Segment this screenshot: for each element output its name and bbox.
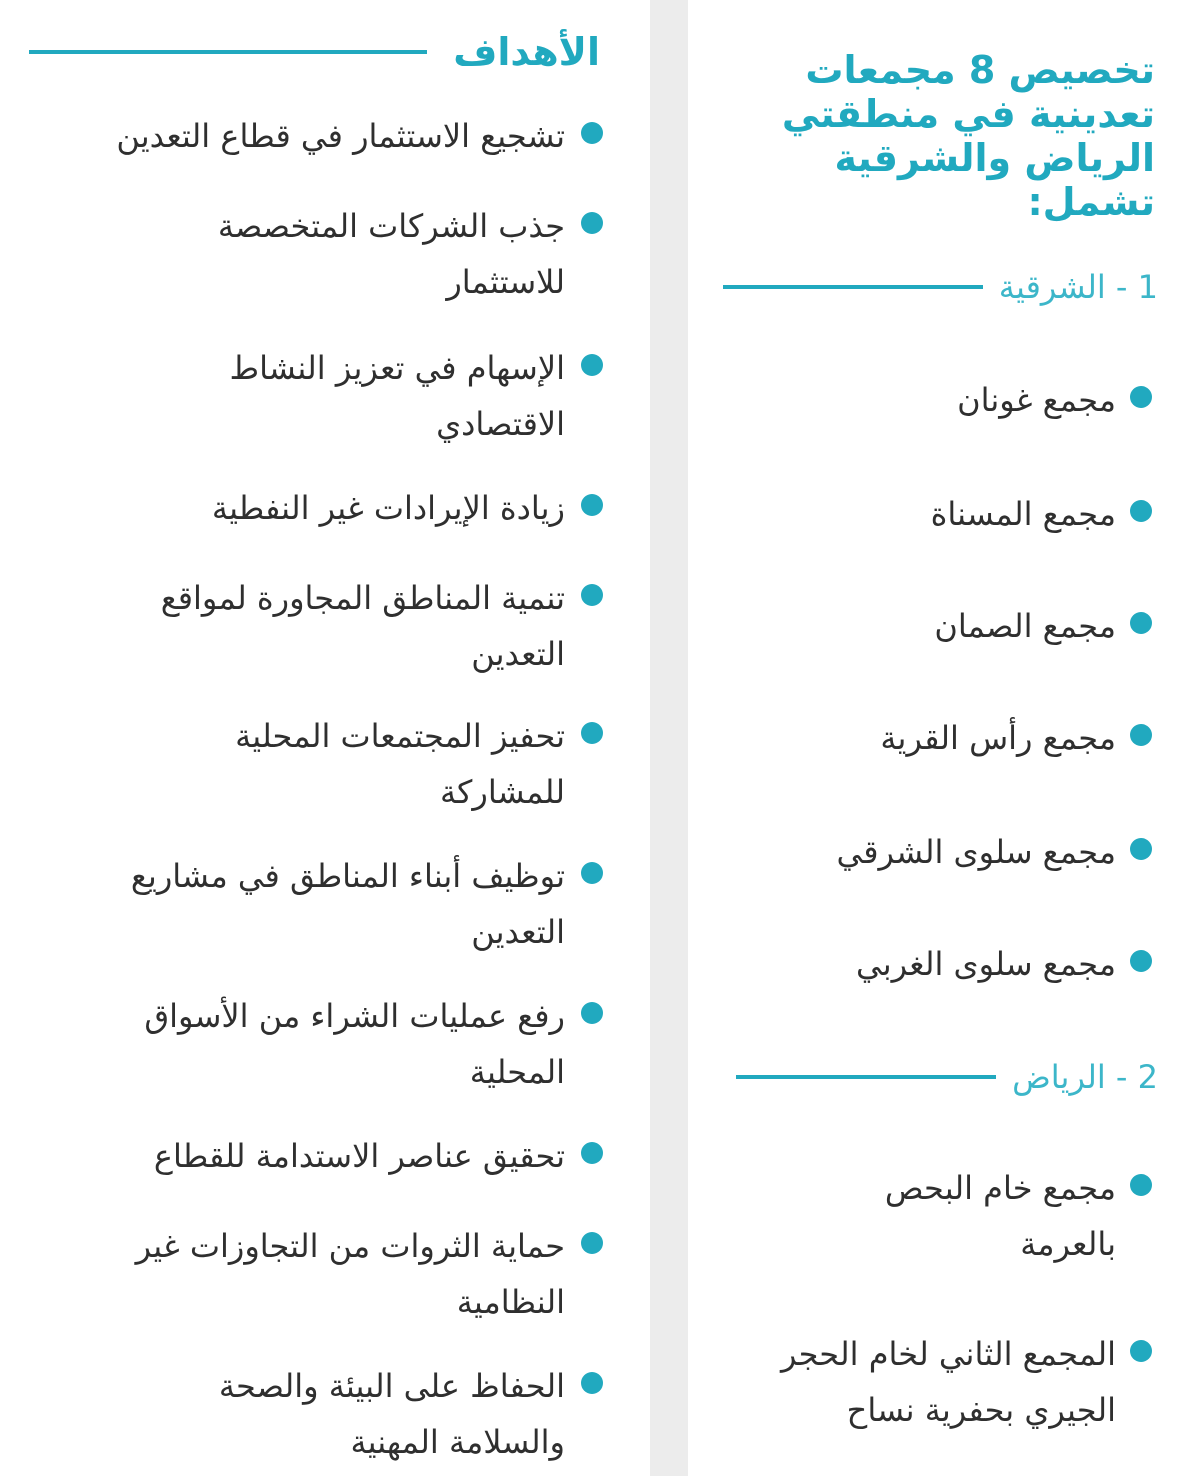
goal-text: تحقيق عناصر الاستدامة للقطاع (153, 1137, 565, 1175)
site-name: المجمع الثاني لخام الحجر الجيري بحفرية نساح (780, 1335, 1116, 1429)
goal-text: الإسهام في تعزيز النشاط الاقتصادي (229, 349, 565, 443)
allocation-title-line: تخصيص 8 مجمعات (805, 48, 1155, 92)
list-item (732, 824, 1152, 880)
region-rule (723, 285, 983, 289)
region-label: 2 - الرياض (1012, 1058, 1158, 1096)
list-item (732, 936, 1152, 992)
goal-text: رفع عمليات الشراء من الأسواق المحلية (144, 997, 565, 1091)
bullet-dot-icon (1130, 950, 1152, 972)
goal-text: تحفيز المجتمعات المحلية للمشاركة (235, 717, 565, 811)
list-item (752, 1326, 1152, 1438)
site-name: مجمع رأس القرية (880, 719, 1116, 757)
goal-text: زيادة الإيرادات غير النفطية (211, 489, 565, 527)
region-header-eastern (718, 264, 1158, 310)
bullet-dot-icon (581, 122, 603, 144)
region-label: 1 - الشرقية (998, 268, 1158, 306)
list-item (732, 372, 1152, 428)
bullet-dot-icon (1130, 724, 1152, 746)
list-item (43, 1218, 603, 1330)
allocation-title-line: تعدينية في منطقتي (781, 92, 1155, 137)
list-item (862, 1160, 1152, 1272)
bullet-dot-icon (581, 354, 603, 376)
bullet-dot-icon (581, 722, 603, 744)
list-item (43, 480, 603, 536)
bullet-dot-icon (1130, 838, 1152, 860)
bullet-dot-icon (1130, 1174, 1152, 1196)
column-divider (650, 0, 688, 1476)
bullet-dot-icon (581, 584, 603, 606)
goals-rule (29, 50, 427, 54)
site-name: مجمع غونان (957, 381, 1116, 419)
region-rule (736, 1075, 996, 1079)
list-item (43, 570, 603, 682)
bullet-dot-icon (1130, 500, 1152, 522)
site-name: مجمع الصمان (934, 607, 1116, 645)
list-item (43, 198, 603, 310)
goal-text: الحفاظ على البيئة والصحة والسلامة المهنية (218, 1367, 565, 1461)
site-name: مجمع المسناة (930, 495, 1116, 533)
list-item (43, 340, 603, 452)
bullet-dot-icon (1130, 1340, 1152, 1362)
site-name: مجمع سلوى الغربي (856, 945, 1116, 983)
goal-text: توظيف أبناء المناطق في مشاريع التعدين (130, 857, 565, 951)
allocation-title-line: الرياض والشرقية تشمل: (834, 136, 1155, 225)
list-item (43, 1358, 603, 1470)
list-item (43, 988, 603, 1100)
bullet-dot-icon (581, 1142, 603, 1164)
list-item (43, 108, 603, 164)
list-item (43, 1128, 603, 1184)
list-item (732, 710, 1152, 766)
bullet-dot-icon (581, 212, 603, 234)
goal-text: تنمية المناطق المجاورة لمواقع التعدين (160, 579, 565, 673)
list-item (43, 708, 603, 820)
bullet-dot-icon (581, 1372, 603, 1394)
goal-text: تشجيع الاستثمار في قطاع التعدين (116, 117, 565, 155)
goals-title: الأهداف (453, 30, 600, 74)
bullet-dot-icon (581, 1232, 603, 1254)
bullet-dot-icon (581, 494, 603, 516)
bullet-dot-icon (1130, 612, 1152, 634)
list-item (43, 848, 603, 960)
bullet-dot-icon (1130, 386, 1152, 408)
allocation-title (715, 48, 1155, 224)
list-item (732, 486, 1152, 542)
site-name: مجمع خام البحص بالعرمة (884, 1169, 1116, 1263)
bullet-dot-icon (581, 1002, 603, 1024)
goal-text: جذب الشركات المتخصصة للاستثمار (217, 207, 565, 301)
goal-text: حماية الثروات من التجاوزات غير النظامية (135, 1227, 565, 1321)
bullet-dot-icon (581, 862, 603, 884)
region-header-riyadh (718, 1054, 1158, 1100)
site-name: مجمع سلوى الشرقي (836, 833, 1116, 871)
goals-header (30, 26, 600, 78)
list-item (732, 598, 1152, 654)
